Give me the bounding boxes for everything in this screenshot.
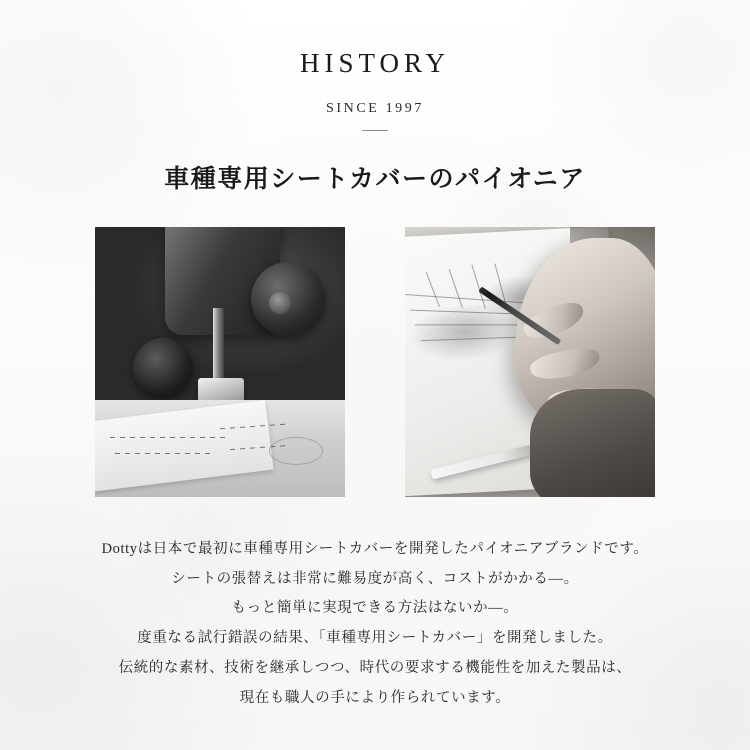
body-line: 度重なる試行錯誤の結果、「車種専用シートカバー」を開発しました。: [137, 630, 613, 647]
hand-wheel-hub: [269, 292, 291, 314]
body-line: Dottyは日本で最初に車種専用シートカバーを開発したパイオニアブランドです。: [101, 541, 649, 557]
needle-bar: [213, 308, 224, 386]
body-line: 伝統的な素材、技術を継承しつつ、時代の要求する機能性を加えた製品は、: [118, 659, 632, 676]
stitch-line: [110, 437, 230, 438]
stitch-line: [115, 453, 215, 454]
headline-japanese: 車種専用シートカバーのパイオニア: [164, 166, 586, 193]
body-line: もっと簡単に実現できる方法はないか―。: [231, 600, 519, 617]
divider-rule: [362, 130, 388, 131]
page-header: [0, 0, 750, 195]
page-title: HISTORY: [299, 48, 451, 78]
body-line: 現在も職人の手により作られています。: [239, 689, 511, 706]
plate-marking: [269, 437, 323, 465]
hand-sketching-photo: [405, 227, 655, 497]
forearm: [530, 389, 655, 497]
body-line: シートの張替えは非常に難易度が高く、コストがかかる―。: [171, 570, 579, 587]
body-copy: [0, 535, 750, 713]
since-label: SINCE 1997: [326, 101, 424, 116]
photo-gallery: [0, 227, 750, 497]
sewing-machine-photo: [95, 227, 345, 497]
tension-disc: [133, 338, 193, 398]
